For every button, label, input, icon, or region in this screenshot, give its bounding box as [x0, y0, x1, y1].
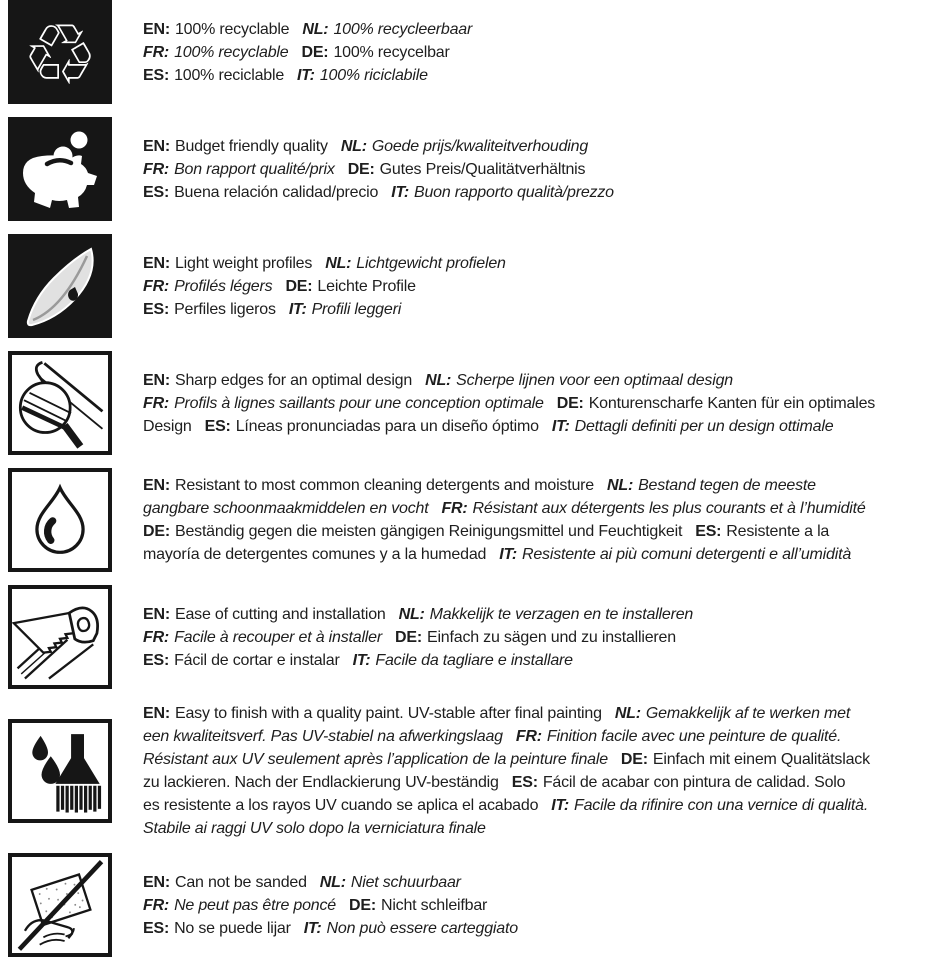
lang-segment-it — [297, 67, 428, 84]
language-label: NL: — [340, 137, 367, 155]
water-drop-icon — [8, 468, 112, 572]
feature-description: Design — [143, 417, 192, 435]
feature-text-no-sanding — [143, 871, 518, 940]
language-label: DE: — [301, 43, 329, 61]
feature-description: Einfach mit einem Qualitätslack — [652, 751, 870, 768]
language-label: DE: — [347, 160, 375, 178]
lang-segment-fr — [143, 897, 336, 914]
language-label: EN: — [143, 605, 170, 623]
feature-row-recyclable — [8, 0, 940, 104]
language-label: FR: — [143, 394, 170, 412]
feature-description: 100% recycelbar — [333, 43, 450, 61]
feature-description: Beständig gegen die meisten gängigen Reinigungsmittel und Feuchtigkeit — [174, 523, 683, 540]
continuation-segment — [143, 751, 608, 768]
language-label: EN: — [143, 254, 170, 272]
text-line — [143, 275, 506, 298]
language-label: IT: — [352, 651, 371, 669]
language-label: ES: — [143, 183, 170, 201]
lang-segment-nl — [302, 21, 472, 38]
language-label: IT: — [551, 417, 570, 435]
text-line — [143, 702, 870, 725]
feature-description: Niet schuurbaar — [350, 873, 461, 891]
lang-segment-en — [143, 138, 328, 155]
language-label: NL: — [319, 873, 346, 891]
lang-segment-en — [143, 21, 289, 38]
feature-description: Profilés légers — [174, 277, 273, 295]
text-line — [143, 64, 472, 87]
feature-row-moisture-resistant — [8, 468, 940, 572]
language-label: IT: — [499, 546, 517, 563]
feature-description: Perfiles ligeros — [174, 300, 276, 318]
lang-segment-de — [621, 751, 870, 768]
feature-description: mayoría de detergentes comunes y a la humedad — [143, 546, 487, 563]
lang-segment-nl — [325, 255, 506, 272]
feature-description: Ease of cutting and installation — [174, 605, 386, 623]
feature-description: Résistant aux UV seulement après l’application de la peinture finale — [143, 751, 608, 768]
lang-segment-it — [551, 797, 868, 814]
text-line — [143, 474, 866, 497]
feature-description: zu lackieren. Nach der Endlackierung UV-beständig — [143, 774, 499, 791]
continuation-segment — [143, 774, 499, 791]
language-label: ES: — [143, 651, 170, 669]
text-line — [143, 18, 472, 41]
language-label: EN: — [143, 20, 170, 38]
text-line — [143, 298, 506, 321]
lang-segment-fr — [143, 629, 382, 646]
feature-description: Gutes Preis/Qualitätverhältnis — [379, 160, 586, 178]
svg-text:♲: ♲ — [22, 6, 98, 104]
lang-segment-nl — [607, 477, 816, 494]
text-line — [143, 392, 875, 415]
feature-text-moisture-resistant — [143, 474, 866, 566]
language-label: DE: — [556, 394, 584, 412]
feature-description: Sharp edges for an optimal design — [174, 371, 413, 389]
lang-segment-it — [304, 920, 518, 937]
language-label: FR: — [143, 628, 170, 646]
text-line — [143, 603, 693, 626]
feature-description: een kwaliteitsverf. Pas UV-stabiel na afwerkingslaag — [143, 728, 503, 745]
text-line — [143, 520, 866, 543]
piggy-bank-icon — [8, 117, 112, 221]
feature-description: Bestand tegen de meeste — [638, 477, 816, 494]
language-label: ES: — [695, 523, 722, 540]
feature-description: Lichtgewicht profielen — [356, 254, 506, 272]
feature-row-sharp-edges — [8, 351, 940, 455]
feature-description: Profils à lignes saillants pour une conception optimale — [174, 394, 544, 412]
lang-segment-es — [143, 652, 340, 669]
feature-description: Resistente ai più comuni detergenti e all’umidità — [521, 546, 852, 563]
language-label: FR: — [515, 728, 542, 745]
language-label: EN: — [143, 137, 170, 155]
text-line — [143, 252, 506, 275]
feature-description: Ne peut pas être poncé — [174, 896, 336, 914]
feature-description: Nicht schleifbar — [380, 896, 488, 914]
lang-segment-de — [557, 395, 875, 412]
language-label: EN: — [143, 371, 170, 389]
feature-description: Makkelijk te verzagen en te installeren — [429, 605, 694, 623]
text-line — [143, 415, 875, 438]
text-line — [143, 871, 518, 894]
feature-description: Konturenscharfe Kanten für ein optimales — [588, 394, 876, 412]
feature-text-easy-cutting — [143, 603, 693, 672]
feature-description: 100% recyclable — [174, 43, 289, 61]
lang-segment-it — [391, 184, 614, 201]
lang-segment-it — [552, 418, 834, 435]
feature-row-easy-cutting — [8, 585, 940, 689]
feature-text-recyclable — [143, 18, 472, 87]
language-label: EN: — [143, 477, 170, 494]
language-label: DE: — [395, 628, 422, 646]
feature-description: Einfach zu sägen und zu installieren — [426, 628, 676, 646]
language-label: IT: — [391, 183, 409, 201]
language-label: DE: — [143, 523, 170, 540]
text-line — [143, 748, 870, 771]
lang-segment-en — [143, 874, 307, 891]
language-label: EN: — [143, 705, 170, 722]
text-line — [143, 41, 472, 64]
language-label: FR: — [143, 896, 170, 914]
feature-description: Facile da tagliare e installare — [375, 651, 573, 669]
text-line — [143, 817, 870, 840]
feature-description: Resistant to most common cleaning detergents and moisture — [174, 477, 595, 494]
language-label: FR: — [143, 277, 170, 295]
text-line — [143, 794, 870, 817]
language-label: NL: — [607, 477, 634, 494]
feature-description: Résistant aux détergents les plus courants et à l’humidité — [472, 500, 866, 517]
feature-description: gangbare schoonmaakmiddelen en vocht — [143, 500, 429, 517]
feature-description: Non può essere carteggiato — [326, 919, 518, 937]
feature-row-paintable — [8, 702, 940, 840]
feature-description: Buon rapporto qualità/prezzo — [413, 183, 614, 201]
continuation-segment — [143, 820, 486, 837]
language-label: IT: — [297, 66, 315, 84]
text-line — [143, 649, 693, 672]
lang-segment-de — [143, 523, 682, 540]
feature-description: Light weight profiles — [174, 254, 313, 272]
language-label: ES: — [143, 919, 170, 937]
lang-segment-fr — [441, 500, 865, 517]
feature-text-budget-friendly — [143, 135, 614, 204]
text-line — [143, 135, 614, 158]
continuation-segment — [143, 418, 192, 435]
text-line — [143, 626, 693, 649]
language-label: NL: — [425, 371, 452, 389]
text-line — [143, 181, 614, 204]
lang-segment-de — [395, 629, 676, 646]
language-label: IT: — [303, 919, 322, 937]
lang-segment-en — [143, 477, 594, 494]
feature-description: Leichte Profile — [317, 277, 416, 295]
language-label: NL: — [325, 254, 352, 272]
paint-brush-icon — [8, 719, 112, 823]
no-sanding-icon — [8, 853, 112, 957]
feature-description: Goede prijs/kwaliteitverhouding — [371, 137, 589, 155]
lang-segment-nl — [399, 606, 694, 623]
language-label: ES: — [143, 66, 170, 84]
feature-row-budget-friendly — [8, 117, 940, 221]
lang-segment-de — [349, 897, 487, 914]
lang-segment-es — [205, 418, 539, 435]
text-line — [143, 543, 866, 566]
feature-text-lightweight — [143, 252, 506, 321]
feature-description: Líneas pronunciadas para un diseño óptimo — [235, 417, 539, 435]
feature-description: Fácil de cortar e instalar — [174, 651, 340, 669]
feature-description: No se puede lijar — [174, 919, 291, 937]
lang-segment-de — [301, 44, 449, 61]
feature-description: Stabile ai raggi UV solo dopo la verniciatura finale — [143, 820, 486, 837]
lang-segment-fr — [143, 161, 335, 178]
feature-description: Facile da rifinire con una vernice di qualità. — [574, 797, 869, 814]
lang-segment-es — [512, 774, 846, 791]
continuation-segment — [143, 728, 503, 745]
language-label: FR: — [143, 160, 170, 178]
feature-description: 100% recycleerbaar — [333, 20, 473, 38]
feature-description: Bon rapport qualité/prix — [174, 160, 335, 178]
feature-description: 100% recyclable — [174, 20, 290, 38]
language-label: ES: — [204, 417, 231, 435]
feature-text-paintable — [143, 702, 870, 840]
lang-segment-de — [285, 278, 415, 295]
feature-description: Can not be sanded — [174, 873, 307, 891]
lang-segment-it — [499, 546, 851, 563]
feature-row-no-sanding — [8, 853, 940, 957]
feature-description: 100% reciclable — [174, 66, 285, 84]
lang-segment-nl — [425, 372, 733, 389]
text-line — [143, 725, 870, 748]
language-label: IT: — [551, 797, 570, 814]
lang-segment-fr — [516, 728, 841, 745]
language-label: FR: — [441, 500, 468, 517]
feature-description: Dettagli definiti per un design ottimale — [574, 417, 834, 435]
text-line — [143, 158, 614, 181]
feature-description: Profili leggeri — [311, 300, 402, 318]
lang-segment-en — [143, 372, 412, 389]
language-label: FR: — [143, 43, 170, 61]
lang-segment-es — [143, 67, 284, 84]
lang-segment-es — [143, 920, 291, 937]
feature-description: Buena relación calidad/precio — [174, 183, 379, 201]
lang-segment-it — [353, 652, 573, 669]
lang-segment-en — [143, 705, 602, 722]
lang-segment-es — [143, 184, 378, 201]
text-line — [143, 771, 870, 794]
feature-description: Easy to finish with a quality paint. UV-stable after final painting — [174, 705, 602, 722]
language-label: EN: — [143, 873, 170, 891]
language-label: NL: — [398, 605, 425, 623]
lang-segment-nl — [615, 705, 850, 722]
text-line — [143, 917, 518, 940]
lang-segment-en — [143, 255, 312, 272]
magnifier-edge-icon — [8, 351, 112, 455]
feature-text-sharp-edges — [143, 369, 875, 438]
continuation-segment — [143, 500, 428, 517]
text-line — [143, 369, 875, 392]
continuation-segment — [143, 797, 538, 814]
lang-segment-fr — [143, 278, 272, 295]
lang-segment-fr — [143, 44, 288, 61]
feature-description: Budget friendly quality — [174, 137, 328, 155]
language-label: NL: — [614, 705, 641, 722]
text-line — [143, 497, 866, 520]
continuation-segment — [143, 546, 486, 563]
language-label: IT: — [288, 300, 307, 318]
lang-segment-nl — [341, 138, 588, 155]
text-line — [143, 894, 518, 917]
lang-segment-es — [143, 301, 276, 318]
feature-description: Finition facile avec une peinture de qualité. — [546, 728, 842, 745]
language-label: DE: — [349, 896, 376, 914]
language-label: DE: — [285, 277, 313, 295]
lang-segment-nl — [320, 874, 461, 891]
feature-description: 100% riciclabile — [319, 66, 428, 84]
lang-segment-es — [695, 523, 829, 540]
feature-description: Resistente a la — [726, 523, 830, 540]
language-label: ES: — [143, 300, 170, 318]
lang-segment-fr — [143, 395, 544, 412]
lang-segment-en — [143, 606, 386, 623]
feature-description: Scherpe lijnen voor een optimaal design — [456, 371, 733, 389]
feature-description: Gemakkelijk af te werken met — [645, 705, 851, 722]
feature-description: es resistente a los rayos UV cuando se aplica el acabado — [143, 797, 539, 814]
feature-row-lightweight — [8, 234, 940, 338]
language-label: NL: — [302, 20, 329, 38]
language-label: ES: — [511, 774, 538, 791]
feature-description: Facile à recouper et à installer — [174, 628, 382, 646]
feature-description: Fácil de acabar con pintura de calidad. Solo — [542, 774, 846, 791]
saw-icon — [8, 585, 112, 689]
feather-icon — [8, 234, 112, 338]
lang-segment-it — [289, 301, 401, 318]
language-label: DE: — [620, 751, 648, 768]
recycle-icon — [8, 0, 112, 104]
lang-segment-de — [348, 161, 586, 178]
